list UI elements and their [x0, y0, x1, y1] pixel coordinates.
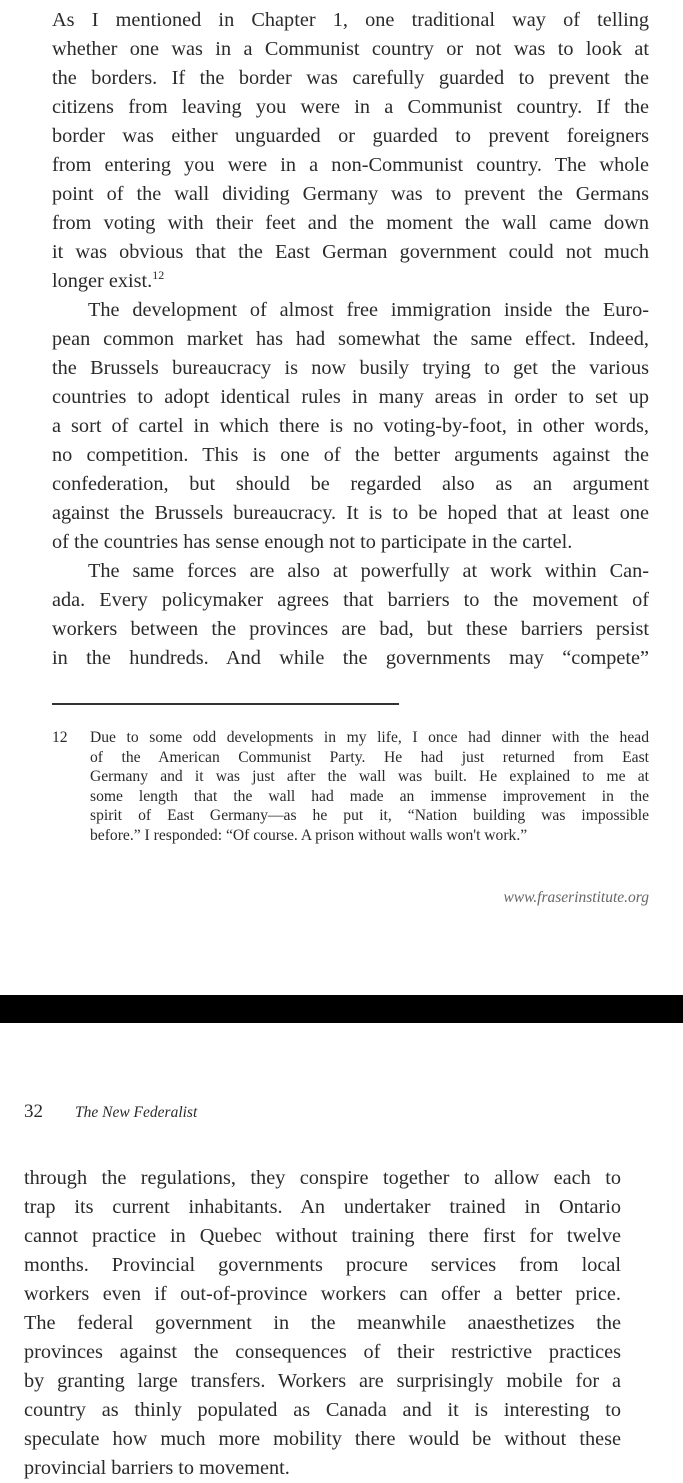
- text-line: provincial barriers to movement.: [24, 1457, 290, 1479]
- footnote-line: of the American Communist Party. He had just returned from East: [90, 748, 649, 766]
- text-line: against the Brussels bureaucracy. It is to be hoped that at least one: [52, 502, 649, 524]
- page-number: 32: [24, 1101, 43, 1122]
- text-line: The development of almost free immigration inside the Euro-: [88, 299, 649, 321]
- text-line: ada. Every policymaker agrees that barriers to the movement of: [52, 589, 649, 611]
- text-line: whether one was in a Communist country or not was to look at: [52, 38, 649, 60]
- page-bottom: [0, 1023, 683, 1480]
- text-line: the borders. If the border was carefully guarded to prevent the: [52, 67, 649, 89]
- footnote-line: spirit of East Germany—as he put it, “Nation building was impossible: [90, 807, 649, 824]
- text-line: trap its current inhabitants. An undertaker trained in Ontario: [24, 1196, 621, 1218]
- text-line: a sort of cartel in which there is no voting-by-foot, in other words,: [52, 415, 649, 437]
- text-line: countries to adopt identical rules in many areas in order to set up: [52, 386, 649, 408]
- text-line: speculate how much more mobility there would be without these: [24, 1428, 621, 1450]
- text-line: it was obvious that the East German government could not much: [52, 241, 649, 263]
- footnote-rule: [52, 703, 399, 705]
- body-text-top: [52, 6, 649, 673]
- body-text-bottom: [24, 1164, 621, 1483]
- text-line: country as thinly populated as Canada and it is interesting to: [24, 1399, 621, 1421]
- text-line-content: longer exist.: [52, 270, 153, 292]
- text-line: in the hundreds. And while the governments may “compete”: [52, 647, 649, 669]
- footnote-ref[interactable]: 12: [152, 268, 165, 282]
- footer-url[interactable]: www.fraserinstitute.org: [503, 889, 649, 906]
- footnote-line: before.” I responded: “Of course. A prison without walls won't work.”: [90, 826, 528, 844]
- paragraph-3: [52, 557, 649, 673]
- text-line: the Brussels bureaucracy is now busily trying to get the various: [52, 357, 649, 379]
- text-line: through the regulations, they conspire together to allow each to: [24, 1167, 621, 1189]
- text-line: from entering you were in a non-Communist country. The whole: [52, 154, 649, 176]
- text-line: pean common market has had somewhat the same effect. Indeed,: [52, 328, 649, 350]
- footnote-line: Germany and it was just after the wall was built. He explained to me at: [90, 768, 649, 785]
- text-line: no competition. This is one of the better arguments against the: [52, 444, 649, 466]
- text-line: workers even if out-of-province workers can offer a better price.: [24, 1283, 621, 1305]
- text-line: cannot practice in Quebec without training there first for twelve: [24, 1225, 621, 1247]
- text-line: confederation, but should be regarded also as an argument: [52, 473, 649, 495]
- text-line: provinces against the consequences of their restrictive practices: [24, 1341, 621, 1363]
- text-line: months. Provincial governments procure services from local: [24, 1254, 621, 1276]
- text-line: workers between the provinces are bad, but these barriers persist: [52, 618, 649, 640]
- text-line: point of the wall dividing Germany was to prevent the Germans: [52, 183, 649, 205]
- text-line: As I mentioned in Chapter 1, one traditional way of telling: [52, 9, 649, 31]
- text-line: by granting large transfers. Workers are surprisingly mobile for a: [24, 1370, 621, 1392]
- paragraph-1: [52, 6, 649, 296]
- text-line: from voting with their feet and the moment the wall came down: [52, 212, 649, 234]
- running-title: The New Federalist: [75, 1104, 198, 1121]
- paragraph-2: [52, 296, 649, 557]
- footnote-text: [90, 728, 649, 845]
- text-line: The federal government in the meanwhile anaesthetizes the: [24, 1312, 621, 1334]
- footnote-line: Due to some odd developments in my life, I once had dinner with the head: [90, 729, 649, 746]
- text-line: of the countries has sense enough not to participate in the cartel.: [52, 531, 573, 553]
- text-line: citizens from leaving you were in a Communist country. If the: [52, 96, 649, 118]
- text-line: border was either unguarded or guarded to prevent foreigners: [52, 125, 649, 147]
- footnote-line: some length that the wall had made an immense improvement in the: [90, 787, 649, 805]
- page-divider: [0, 995, 683, 1023]
- text-line: The same forces are also at powerfully at work within Can-: [88, 560, 649, 582]
- footnote-number: 12: [52, 729, 68, 746]
- text-line: [52, 267, 649, 296]
